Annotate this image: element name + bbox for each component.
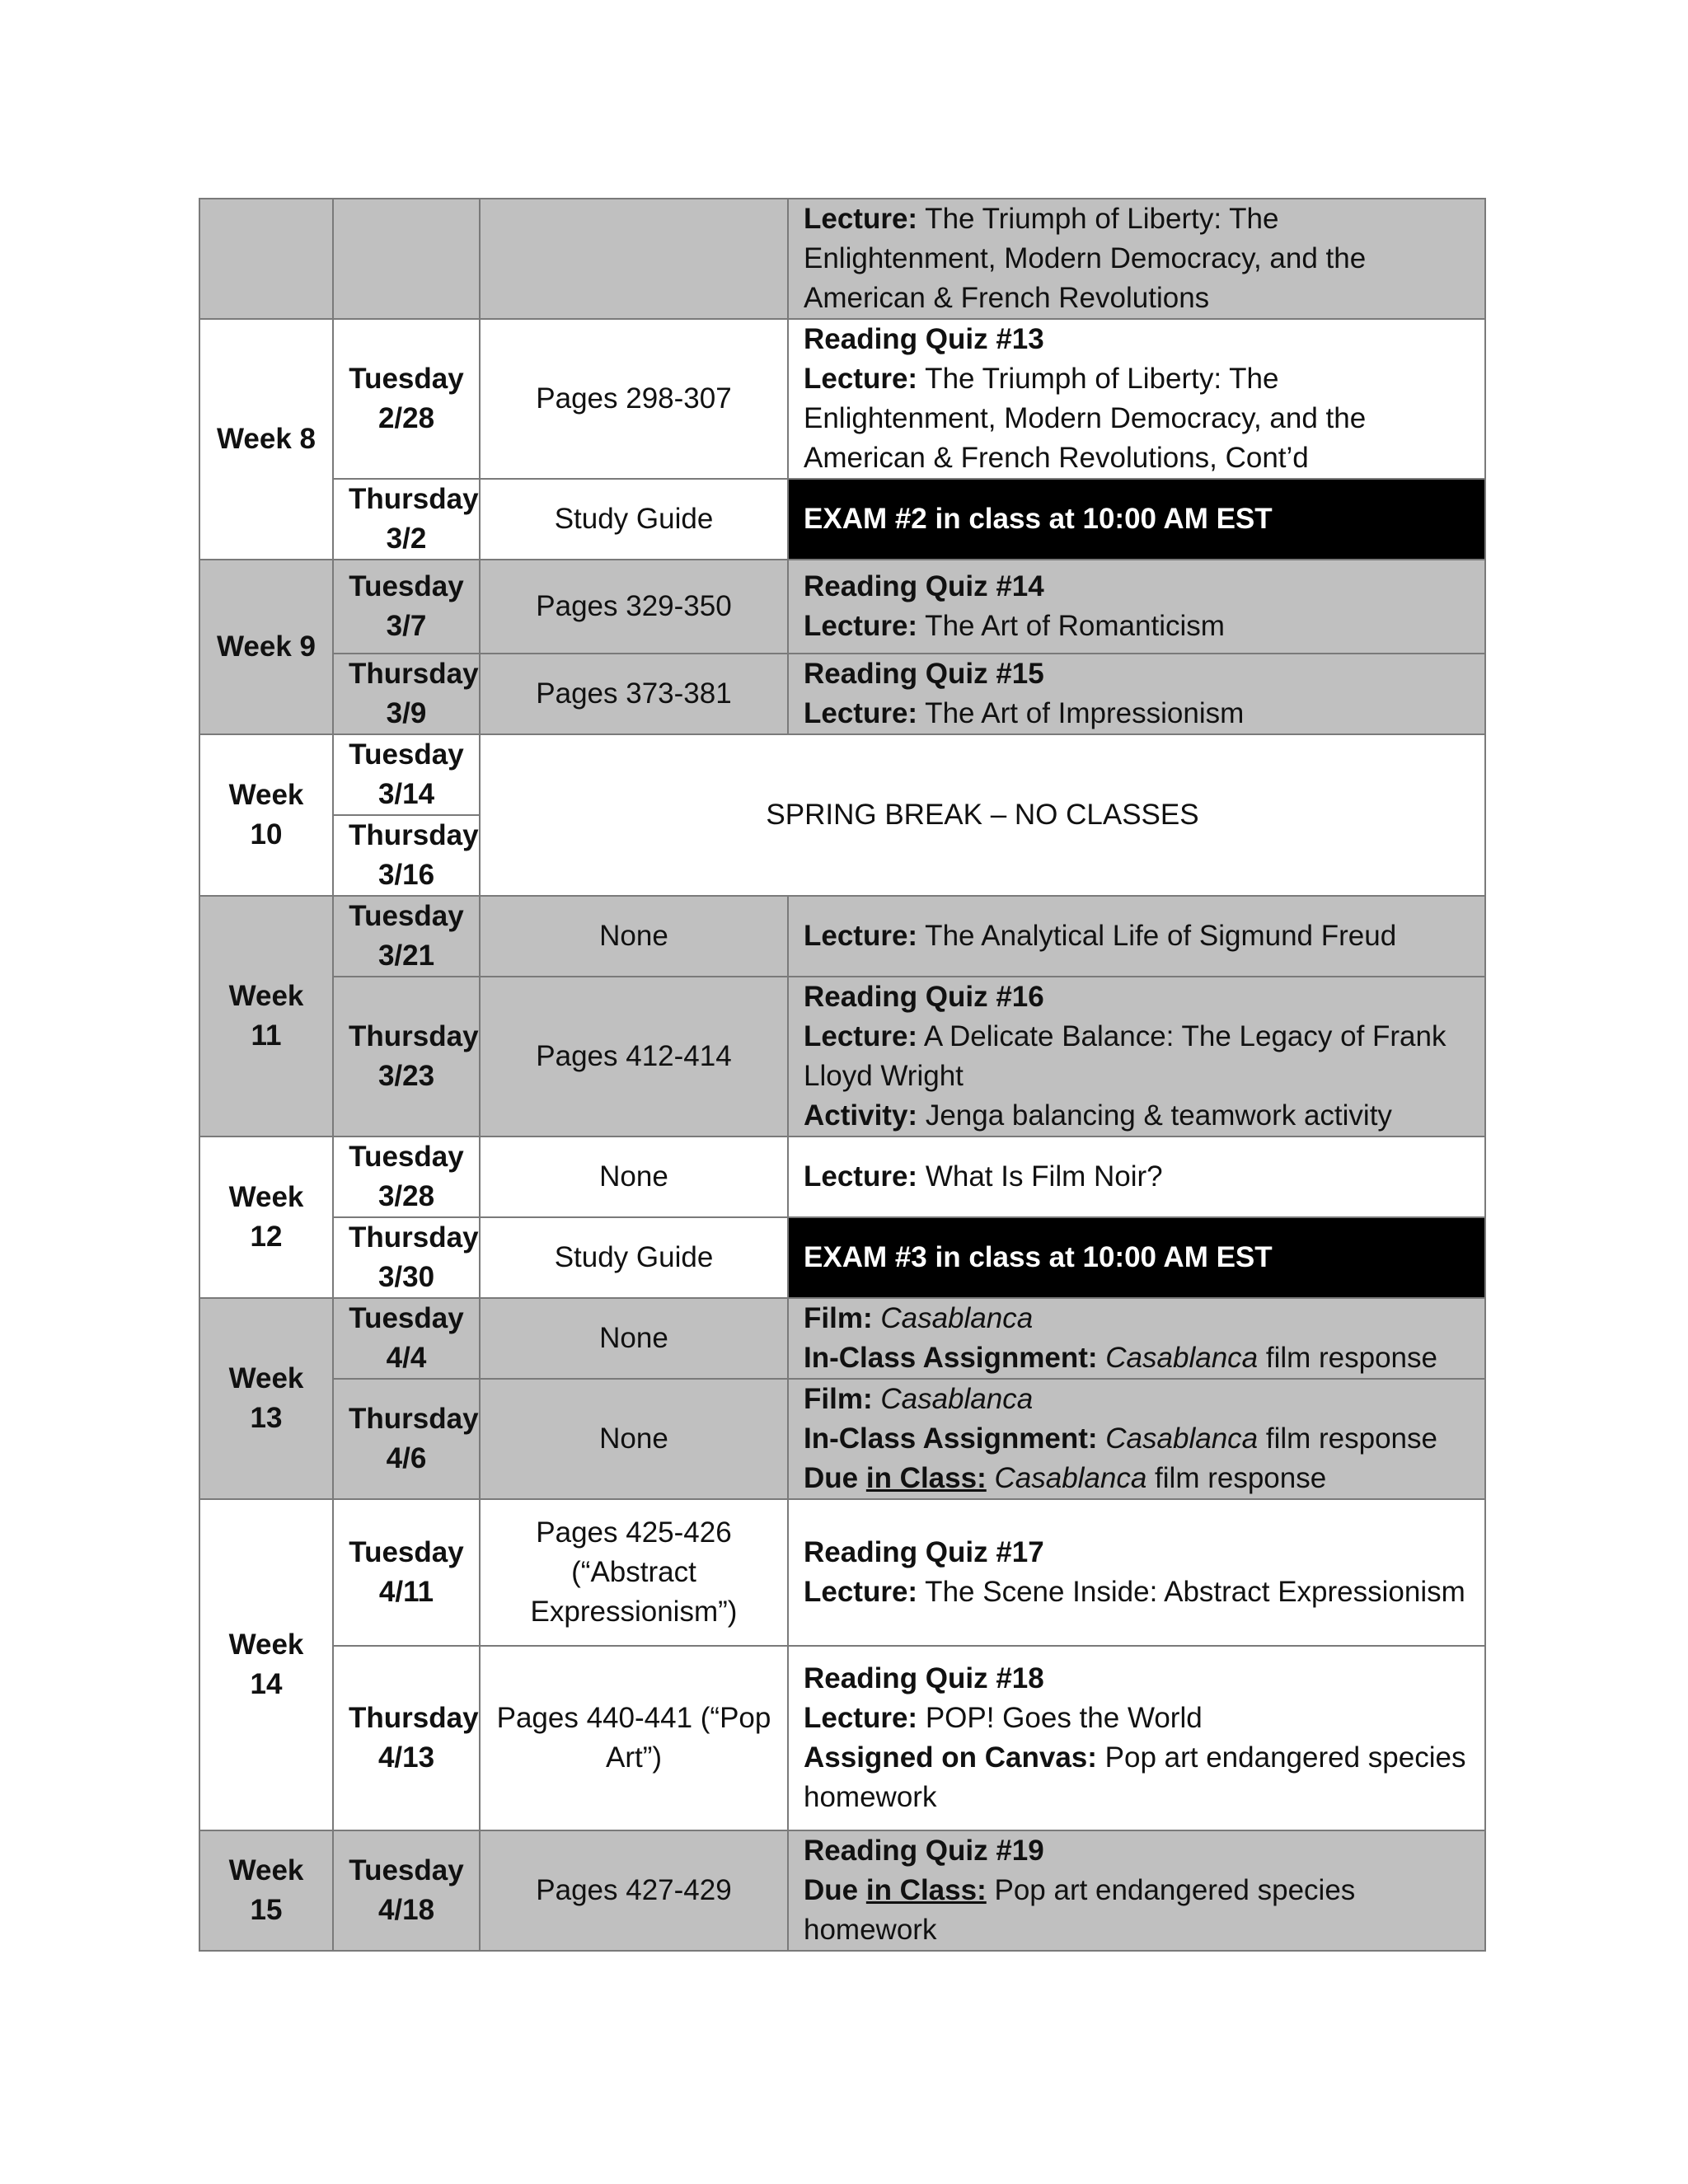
day-cell (333, 560, 480, 654)
reading-cell: None (480, 1298, 788, 1379)
lecture-text: What Is Film Noir? (917, 1160, 1163, 1193)
day-date: 3/2 (386, 523, 427, 555)
topic-cell (788, 896, 1485, 977)
reading-cell: Pages 373-381 (480, 654, 788, 734)
table-row (199, 1217, 1485, 1298)
reading-cell: Pages 427-429 (480, 1830, 788, 1951)
reading-line: Pages 425-426 (536, 1516, 732, 1549)
table-row (199, 199, 1485, 319)
schedule-table (199, 198, 1486, 1952)
week-number: 11 (251, 1019, 282, 1052)
lecture-text: A Delicate Balance: The Legacy of Frank Lloyd Wright (804, 1020, 1447, 1092)
assignment-label: In-Class Assignment: (804, 1422, 1098, 1455)
day-name: Tuesday (349, 1302, 464, 1334)
topic-cell (788, 1499, 1485, 1646)
reading-cell: Study Guide (480, 1217, 788, 1298)
quiz-label: Reading Quiz #15 (804, 658, 1044, 690)
day-cell (333, 319, 480, 479)
day-name: Tuesday (349, 570, 464, 602)
day-cell (333, 1830, 480, 1951)
lecture-label: Lecture: (804, 1160, 918, 1193)
film-label: Film: (804, 1383, 873, 1415)
topic-cell (788, 1298, 1485, 1379)
exam-banner: EXAM #3 in class at 10:00 AM EST (788, 1217, 1485, 1298)
quiz-label: Reading Quiz #13 (804, 323, 1044, 355)
lecture-label: Lecture: (804, 363, 918, 395)
day-name: Thursday (349, 819, 479, 851)
reading-cell: Study Guide (480, 479, 788, 560)
week-cell (199, 1499, 333, 1830)
day-name: Tuesday (349, 1854, 464, 1886)
quiz-label: Reading Quiz #16 (804, 981, 1044, 1013)
day-name: Tuesday (349, 1141, 464, 1173)
lecture-text: POP! Goes the World (917, 1702, 1203, 1734)
day-cell (333, 1137, 480, 1217)
lecture-label: Lecture: (804, 1576, 918, 1608)
lecture-label: Lecture: (804, 1020, 918, 1052)
lecture-label: Lecture: (804, 920, 918, 952)
reading-cell (480, 199, 788, 319)
topic-cell (788, 1830, 1485, 1951)
day-date: 3/30 (377, 1261, 435, 1293)
table-row (199, 977, 1485, 1137)
lecture-text: The Scene Inside: Abstract Expressionism (917, 1576, 1465, 1608)
day-date: 3/21 (377, 940, 435, 972)
day-name: Tuesday (349, 738, 464, 771)
day-date: 3/7 (386, 610, 427, 642)
reading-cell (480, 1646, 788, 1830)
exam-banner: EXAM #2 in class at 10:00 AM EST (788, 479, 1485, 560)
table-row (199, 654, 1485, 734)
assignment-label: In-Class Assignment: (804, 1342, 1098, 1374)
table-row (199, 319, 1485, 479)
lecture-text: The Triumph of Liberty: The Enlightenment, Modern Democracy, and the American & French Revolutions, Cont’d (804, 363, 1367, 474)
day-cell (333, 654, 480, 734)
week-word: Week (228, 1181, 304, 1213)
activity-text: Jenga balancing & teamwork activity (917, 1099, 1392, 1132)
day-name: Thursday (349, 1221, 479, 1254)
day-cell (333, 199, 480, 319)
reading-cell: None (480, 896, 788, 977)
due-label: Due (804, 1874, 866, 1906)
week-cell (199, 734, 333, 896)
day-cell (333, 1298, 480, 1379)
due-underline: in Class: (865, 1874, 987, 1906)
day-cell (333, 479, 480, 560)
assignment-text: film response (1258, 1422, 1437, 1455)
day-date: 3/14 (377, 778, 435, 810)
lecture-text: The Triumph of Liberty: The Enlightenment, Modern Democracy, and the American & French Revolutions (804, 203, 1367, 314)
table-row (199, 1298, 1485, 1379)
day-name: Thursday (349, 1020, 479, 1052)
day-name: Tuesday (349, 900, 464, 932)
day-date: 3/9 (386, 697, 427, 729)
quiz-label: Reading Quiz #14 (804, 570, 1044, 602)
day-name: Thursday (349, 658, 479, 690)
reading-cell: Pages 329-350 (480, 560, 788, 654)
week-cell: Week 9 (199, 560, 333, 734)
film-title: Casablanca (880, 1383, 1034, 1415)
week-word: Week (228, 980, 304, 1012)
due-text: Pop art endangered species homework (804, 1874, 1356, 1946)
day-date: 3/23 (377, 1060, 435, 1092)
day-cell (333, 1499, 480, 1646)
day-date: 4/6 (386, 1442, 427, 1474)
due-title: Casablanca (994, 1462, 1147, 1494)
day-name: Thursday (349, 1403, 479, 1435)
lecture-label: Lecture: (804, 1702, 918, 1734)
table-row (199, 560, 1485, 654)
week-number: 15 (250, 1894, 283, 1926)
topic-cell (788, 977, 1485, 1137)
day-cell (333, 815, 480, 896)
table-row (199, 1830, 1485, 1951)
day-date: 4/13 (377, 1741, 435, 1774)
table-row (199, 734, 1485, 815)
day-name: Thursday (349, 483, 479, 515)
table-row (199, 1379, 1485, 1499)
film-title: Casablanca (880, 1302, 1034, 1334)
week-cell (199, 1137, 333, 1298)
lecture-label: Lecture: (804, 697, 918, 729)
due-text: film response (1146, 1462, 1327, 1494)
activity-label: Activity: (804, 1099, 918, 1132)
lecture-text: The Art of Impressionism (917, 697, 1245, 729)
reading-cell: None (480, 1379, 788, 1499)
day-name: Tuesday (349, 363, 464, 395)
quiz-label: Reading Quiz #18 (804, 1662, 1044, 1694)
topic-cell (788, 319, 1485, 479)
quiz-label: Reading Quiz #19 (804, 1835, 1044, 1867)
assignment-title: Casablanca (1105, 1422, 1259, 1455)
topic-cell (788, 199, 1485, 319)
day-name: Tuesday (349, 1536, 464, 1568)
week-number: 14 (250, 1668, 283, 1700)
reading-cell: None (480, 1137, 788, 1217)
reading-cell: Pages 298-307 (480, 319, 788, 479)
day-date: 2/28 (377, 402, 435, 434)
topic-cell (788, 1379, 1485, 1499)
due-label: Due (804, 1462, 866, 1494)
film-label: Film: (804, 1302, 873, 1334)
day-cell (333, 1379, 480, 1499)
day-date: 4/11 (378, 1576, 434, 1608)
assignment-text: film response (1258, 1342, 1437, 1374)
week-number: 12 (250, 1221, 283, 1253)
day-cell (333, 734, 480, 815)
topic-cell (788, 654, 1485, 734)
reading-line: Pages 440-441 (“Pop (496, 1702, 771, 1734)
reading-cell (480, 1499, 788, 1646)
day-date: 4/4 (386, 1342, 427, 1374)
lecture-label: Lecture: (804, 610, 918, 642)
table-row (199, 896, 1485, 977)
canvas-text: Pop art endangered species homework (804, 1741, 1466, 1813)
reading-cell: Pages 412-414 (480, 977, 788, 1137)
topic-cell (788, 560, 1485, 654)
week-word: Week (228, 779, 304, 811)
day-date: 3/28 (377, 1180, 435, 1212)
reading-line: Art”) (605, 1741, 663, 1774)
table-row (199, 1646, 1485, 1830)
table-row (199, 1499, 1485, 1646)
table-row (199, 1137, 1485, 1217)
lecture-text: The Analytical Life of Sigmund Freud (917, 920, 1397, 952)
assignment-title: Casablanca (1105, 1342, 1259, 1374)
table-row (199, 479, 1485, 560)
week-word: Week (228, 1362, 304, 1394)
day-cell (333, 896, 480, 977)
week-cell: Week 8 (199, 319, 333, 560)
week-cell (199, 1298, 333, 1499)
week-number: 10 (250, 818, 283, 851)
day-cell (333, 977, 480, 1137)
week-cell (199, 1830, 333, 1951)
lecture-text: The Art of Romanticism (917, 610, 1225, 642)
reading-line: Expressionism”) (530, 1596, 738, 1628)
week-cell (199, 199, 333, 319)
day-date: 3/16 (377, 859, 435, 891)
spring-break-notice: SPRING BREAK – NO CLASSES (480, 734, 1485, 896)
canvas-label: Assigned on Canvas: (804, 1741, 1097, 1774)
day-name: Thursday (349, 1702, 479, 1734)
day-cell (333, 1646, 480, 1830)
week-word: Week (228, 1854, 304, 1886)
quiz-label: Reading Quiz #17 (804, 1536, 1044, 1568)
week-cell (199, 896, 333, 1137)
topic-cell (788, 1137, 1485, 1217)
lecture-label: Lecture: (804, 203, 918, 235)
reading-line: (“Abstract (571, 1556, 696, 1588)
day-cell (333, 1217, 480, 1298)
week-number: 13 (250, 1402, 283, 1434)
day-date: 4/18 (377, 1894, 435, 1926)
week-word: Week (228, 1629, 304, 1661)
due-underline: in Class: (865, 1462, 987, 1494)
topic-cell (788, 1646, 1485, 1830)
